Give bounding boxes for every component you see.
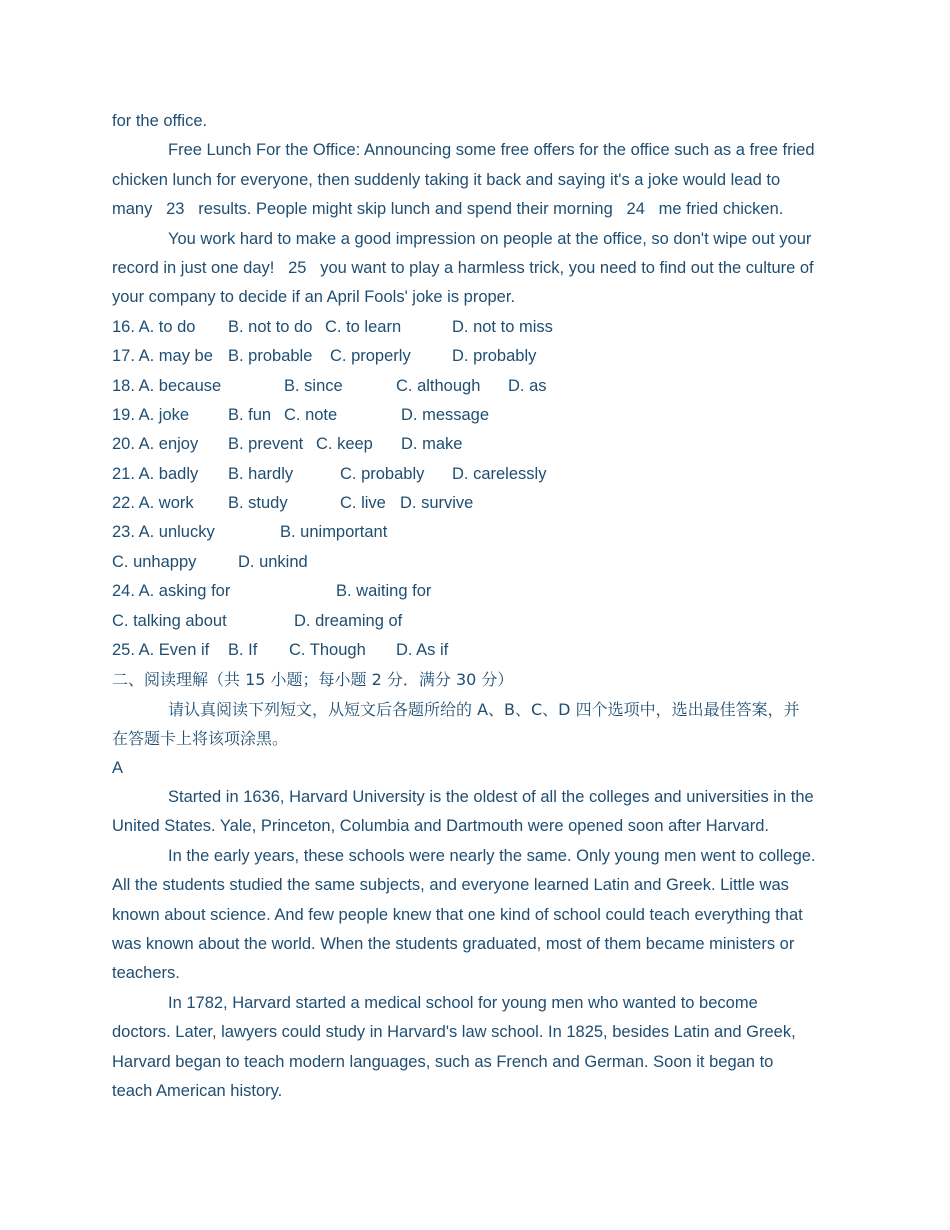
option-b: B. waiting for bbox=[336, 582, 432, 601]
option-b: B. If bbox=[228, 641, 258, 660]
question-20-options bbox=[112, 430, 842, 459]
question-21-options bbox=[112, 460, 842, 489]
instruction-line: 在答题卡上将该项涂黑。 bbox=[112, 729, 289, 749]
text-line: your company to decide if an April Fools' joke is proper. bbox=[112, 288, 516, 307]
option-b: B. prevent bbox=[228, 435, 304, 454]
option-a: 19. A. joke bbox=[112, 405, 190, 424]
option-a: 16. A. to do bbox=[112, 317, 196, 336]
passage-line: Harvard began to teach modern languages, such as French and German. Soon it began to bbox=[112, 1052, 774, 1071]
option-b: B. since bbox=[284, 376, 343, 395]
passage-line: was known about the world. When the students graduated, most of them became ministers or bbox=[112, 934, 795, 953]
text-line: You work hard to make a good impression on people at the office, so don't wipe out your bbox=[168, 229, 812, 248]
passage-line: teach American history. bbox=[112, 1081, 283, 1100]
passage-line: In 1782, Harvard started a medical school for young men who wanted to become bbox=[168, 993, 758, 1012]
text-line: Free Lunch For the Office: Announcing some free offers for the office such as a free fried bbox=[168, 141, 815, 160]
option-c: C. Though bbox=[289, 641, 366, 660]
option-b: B. fun bbox=[228, 405, 272, 424]
question-18-options bbox=[112, 372, 842, 401]
option-a: 24. A. asking for bbox=[112, 582, 231, 601]
question-24-options-row2 bbox=[112, 607, 842, 636]
text-line: many 23 results. People might skip lunch and spend their morning 24 me fried chicken. bbox=[112, 200, 784, 219]
passage-line: known about science. And few people knew that one kind of school could teach everything that bbox=[112, 905, 803, 924]
option-c: C. although bbox=[396, 376, 481, 395]
question-16-options bbox=[112, 313, 842, 342]
text-line: chicken lunch for everyone, then suddenly taking it back and saying it's a joke would lead to bbox=[112, 170, 781, 189]
option-a: 17. A. may be bbox=[112, 347, 213, 366]
option-b: B. hardly bbox=[228, 464, 294, 483]
question-23-options-row2 bbox=[112, 548, 842, 577]
option-b: B. unimportant bbox=[280, 523, 388, 542]
option-b: B. study bbox=[228, 494, 288, 513]
option-d: D. As if bbox=[396, 641, 449, 660]
question-25-options bbox=[112, 636, 842, 665]
document-page bbox=[112, 107, 842, 1106]
option-c: C. probably bbox=[340, 464, 425, 483]
option-d: D. message bbox=[401, 405, 490, 424]
option-a: 22. A. work bbox=[112, 494, 194, 513]
question-24-options-row1 bbox=[112, 577, 842, 606]
passage-line: Started in 1636, Harvard University is the oldest of all the colleges and universities in the bbox=[168, 787, 814, 806]
option-d: D. survive bbox=[400, 494, 474, 513]
passage-line: All the students studied the same subjects, and everyone learned Latin and Greek. Little was bbox=[112, 876, 789, 895]
option-b: B. probable bbox=[228, 347, 313, 366]
option-a: 23. A. unlucky bbox=[112, 523, 215, 542]
text-line: record in just one day! 25 you want to play a harmless trick, you need to find out the culture of bbox=[112, 258, 814, 277]
option-d: D. make bbox=[401, 435, 463, 454]
option-d: D. as bbox=[508, 376, 547, 395]
option-c: C. to learn bbox=[325, 317, 402, 336]
option-a: 20. A. enjoy bbox=[112, 435, 199, 454]
question-23-options-row1 bbox=[112, 518, 842, 547]
question-19-options bbox=[112, 401, 842, 430]
option-c: C. talking about bbox=[112, 611, 227, 630]
option-c: C. keep bbox=[316, 435, 373, 454]
question-22-options bbox=[112, 489, 842, 518]
question-17-options bbox=[112, 342, 842, 371]
option-d: D. not to miss bbox=[452, 317, 553, 336]
option-a: 21. A. badly bbox=[112, 464, 199, 483]
instruction-line: 请认真阅读下列短文，从短文后各题所给的 A、B、C、D 四个选项中，选出最佳答案，并 bbox=[168, 699, 800, 719]
text-line: for the office. bbox=[112, 112, 208, 130]
section-heading: 二、阅读理解（共 15 小题；每小题 2 分．满分 30 分） bbox=[112, 670, 514, 690]
option-c: C. live bbox=[340, 494, 386, 513]
passage-line: teachers. bbox=[112, 964, 180, 983]
passage-line: United States. Yale, Princeton, Columbia and Dartmouth were opened soon after Harvard. bbox=[112, 817, 770, 836]
option-d: D. probably bbox=[452, 347, 537, 366]
option-c: C. note bbox=[284, 405, 338, 424]
option-d: D. carelessly bbox=[452, 464, 547, 483]
passage-label: A bbox=[112, 758, 124, 777]
option-a: 18. A. because bbox=[112, 376, 222, 395]
option-c: C. unhappy bbox=[112, 552, 197, 571]
option-b: B. not to do bbox=[228, 317, 313, 336]
passage-line: doctors. Later, lawyers could study in Harvard's law school. In 1825, besides Latin and Greek, bbox=[112, 1023, 796, 1042]
option-c: C. properly bbox=[330, 347, 411, 366]
passage-line: In the early years, these schools were nearly the same. Only young men went to college. bbox=[168, 846, 816, 865]
option-d: D. dreaming of bbox=[294, 611, 403, 630]
option-d: D. unkind bbox=[238, 552, 308, 571]
option-a: 25. A. Even if bbox=[112, 641, 210, 660]
